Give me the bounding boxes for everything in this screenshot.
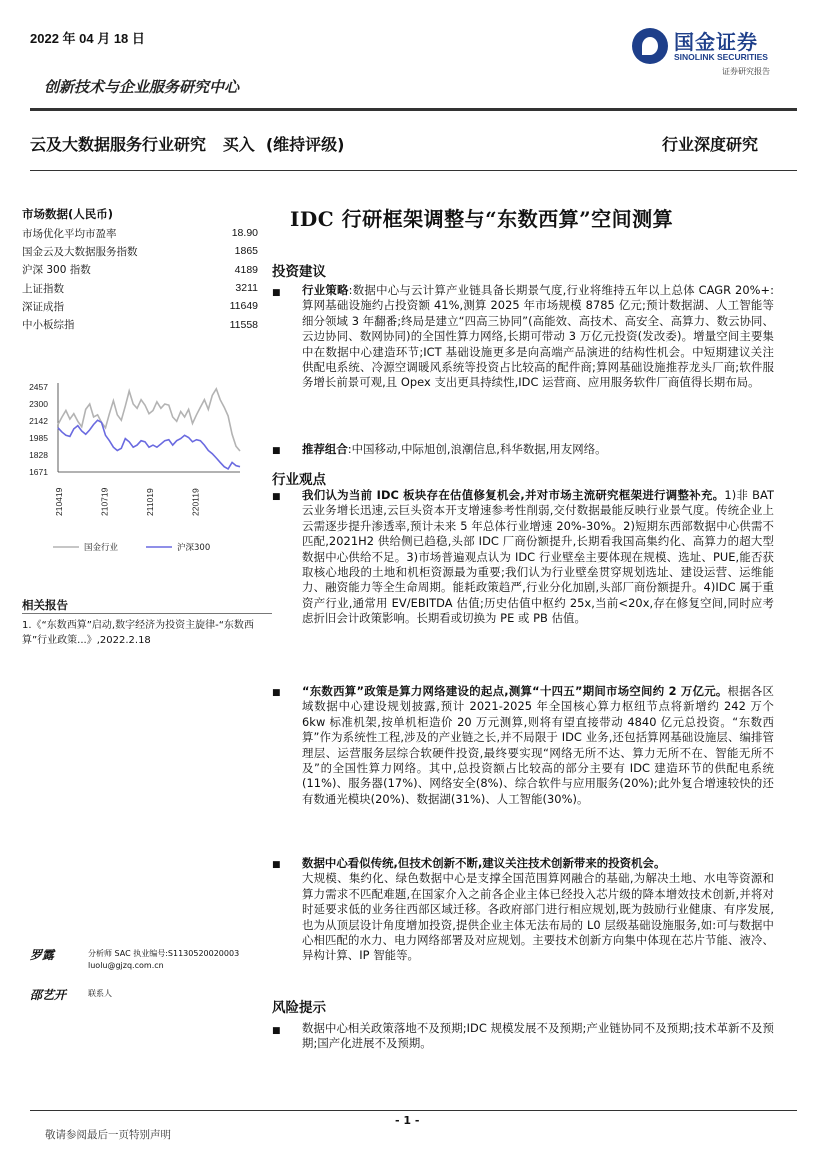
bullet-icon: ■	[272, 688, 281, 698]
table-row	[22, 297, 258, 315]
disclaimer-note[interactable]: 敬请参阅最后一页特别声明	[45, 1129, 171, 1141]
bullet-icon: ■	[272, 1026, 281, 1036]
market-data-title: 市场数据(人民币)	[22, 207, 114, 221]
lead-text: “东数西算”政策是算力网络建设的起点,测算“十四五”期间市场空间约 2 万亿元。	[302, 684, 728, 698]
series-line-沪深300	[58, 420, 240, 469]
lead-text: 行业策略	[302, 283, 349, 297]
y-tick-label: 2142	[29, 416, 48, 427]
logo-name: 国金证券	[674, 30, 758, 54]
logo-mark-icon	[632, 28, 668, 64]
table-row	[22, 261, 258, 279]
series-line-国金行业	[58, 389, 240, 451]
y-tick-label: 1671	[29, 467, 48, 477]
report-type: 行业深度研究	[662, 135, 759, 154]
invest-portfolio	[302, 442, 774, 457]
analyst-name: 罗露	[30, 948, 55, 962]
y-tick-label: 1828	[29, 450, 48, 461]
analyst-name: 邵艺开	[30, 988, 67, 1002]
market-label: 中小板综指	[22, 319, 75, 332]
table-row	[22, 315, 258, 333]
analyst-role: 分析师 SAC 执业编号:S1130520020003	[88, 949, 240, 958]
x-tick-label: 220119	[190, 488, 201, 516]
legend-label: 沪深300	[177, 543, 211, 553]
x-tick-label: 211019	[145, 488, 155, 516]
body-text: 1)非 BAT 云业务增长迅速,云巨头资本开支增速参考性削弱,交付数据最能反映行业景气度。传统企业上云需逐步提升渗透率,预计未来 5 年总体行业增速 20%-30%。2)短期东西部数据中心供需不匹配,2021H2 供给侧已趋稳,头部 IDC 厂商份额提升,长期看我国高集约化、高算力的超大型数据中心供给不足。3)市场普遍观点认为 IDC 行业壁垒主要体现在规模、选址、PUE,能否获取核心地段的土地和机柜资源最为重要;我们认为行业壁垒贯穿规划选址、建设运营、运维能力、融资能力等全生命周期。能耗政策趋严,行业分化加剧,头部厂商份额提升。4)IDC 属于重资产行业,通常用 EV/EBITDA 估值;历史估值中枢约 25x,当前<20x,存在修复空间,同时应考虑折旧会计政策影响。长期看或切换为 PE 或 PB 估值。	[302, 488, 775, 626]
y-tick-label: 1985	[29, 433, 48, 444]
bullet-icon: ■	[272, 446, 281, 456]
section-heading-risk: 风险提示	[272, 1000, 326, 1016]
body-text: 大规模、集约化、绿色数据中心是支撑全国范围算网融合的基础,为解决土地、水电等资源和算力需求不匹配难题,在国家介入之前各企业主体已经投入芯片级的降本增效技术创新,并将对时延要求低的业务往西部区域迁移。各政府部门进行相应规划,既为鼓励行业健康、有序发展,也为从顶层设计角度增加投资,提供企业主体无法布局的 L0 层级基础设施服务,如:可与数据中心相匹配的水力、电力网络部署及对应规划。主要技术创新方向集中体现在芯片节能、液冷、异构计算、IP 智能等。	[302, 871, 774, 963]
index-line-chart	[18, 372, 262, 572]
header-rule-bottom	[30, 170, 797, 171]
body-text: :中国移动,中际旭创,浪潮信息,科华数据,用友网络。	[347, 442, 607, 456]
lead-text: 推荐组合	[302, 442, 348, 456]
view-item	[302, 856, 774, 964]
market-value: 3211	[235, 282, 258, 295]
report-title: IDC 行研框架调整与“东数西算”空间测算	[290, 207, 674, 231]
invest-strategy	[302, 283, 774, 391]
analyst-role: 联系人	[88, 989, 112, 998]
market-label: 深证成指	[22, 300, 64, 313]
x-tick-label: 210719	[99, 487, 110, 516]
lead-text: 我们认为当前 IDC 板块存在估值修复机会,并对市场主流研究框架进行调整补充。	[302, 488, 725, 502]
market-data-table	[22, 224, 258, 334]
body-text: 根据各区域数据中心建设规划披露,预计 2021-2025 年全国核心算力枢纽节点将新增约 242 万个 6kw 标准机架,按单机柜造价 20 万元测算,则将有望直接带动 4840 亿元总投资。“东数西算”作为系统性工程,涉及的产业链之长,并不局限于 IDC 业务,还包括算网基础设施层、编排管理层、运营服务层综合软硬件投资,最终要实现“网络无所不达、算力无所不在、智能无所不及”的全国性算力网络。其中,总投资额占比较高的部分主要有 IDC 建造环节的供配电系统(11%)、服务器(17%)、网络安全(8%)、综合软件与应用服务(20%);此外复合增速较快的还有数通光模块(20%)、数据湖(31%)、人工智能(30%)。	[302, 684, 774, 806]
table-row	[22, 279, 258, 297]
body-text: :数据中心与云计算产业链具备长期景气度,行业将维持五年以上总体 CAGR 20%+:算网基础设施约占投资额 41%,测算 2025 年市场规模 8785 亿元;预计数据湖、人工智能等细分领域 3 年翻番;终局是建立“四高三协同”(高能效、高技术、高安全、高算力、数云协同、云边协同、数网协同)的全国性算力网络,长期可带动 3 万亿元投资(发改委)。增量空间主要集中在数据中心建造环节;ICT 基础设施更多是向高端产品演进的结构性机会。中短期建议关注供配电系统、冷源空调暖风系统等投资占比较高的配件商;算网基础设施推荐龙头厂商;软件服务增长前景可观,且 Opex 支出更具持续性,IDC 运营商、应用服务软件厂商值得长期布局。	[302, 283, 774, 390]
risk-text: 数据中心相关政策落地不及预期;IDC 规模发展不及预期;产业链协同不及预期;技术革新不及预期;国产化进展不及预期。	[302, 1021, 774, 1051]
legend-label: 国金行业	[84, 543, 119, 553]
table-row	[22, 224, 258, 242]
industry-rating: 云及大数据服务行业研究 买入 (维持评级)	[30, 135, 345, 154]
page-number: - 1 -	[395, 1114, 420, 1127]
market-label: 沪深 300 指数	[22, 264, 91, 277]
market-value: 4189	[234, 263, 258, 276]
research-center: 创新技术与企业服务研究中心	[44, 78, 240, 96]
lead-text: 数据中心看似传统,但技术创新不断,建议关注技术创新带来的投资机会。	[302, 856, 666, 870]
table-row	[22, 242, 258, 260]
logo-english: SINOLINK SECURITIES	[674, 52, 768, 62]
y-tick-label: 2300	[29, 398, 48, 409]
logo-subtitle: 证券研究报告	[722, 67, 770, 76]
y-tick-label: 2457	[29, 382, 48, 392]
market-value: 1865	[234, 245, 258, 258]
market-label: 市场优化平均市盈率	[22, 227, 117, 240]
header-rule	[30, 108, 797, 111]
market-value: 11649	[229, 300, 258, 313]
market-value: 18.90	[231, 227, 258, 240]
bullet-icon: ■	[272, 288, 281, 298]
bullet-icon: ■	[272, 492, 281, 502]
bullet-icon: ■	[272, 860, 281, 870]
market-value: 11558	[229, 318, 258, 331]
footer-rule	[30, 1110, 797, 1111]
related-rule	[22, 613, 272, 614]
related-reports-title: 相关报告	[22, 598, 68, 612]
market-label: 上证指数	[22, 282, 64, 295]
analyst-email[interactable]: luolu@gjzq.com.cn	[88, 961, 164, 970]
view-item	[302, 488, 774, 627]
market-label: 国金云及大数据服务指数	[22, 245, 138, 258]
section-heading-views: 行业观点	[272, 472, 326, 488]
section-heading-invest: 投资建议	[272, 264, 326, 280]
view-item	[302, 684, 774, 807]
x-tick-label: 210419	[54, 487, 64, 516]
related-report-item[interactable]: 1.《“东数西算”启动,数字经济为投资主旋律-“东数西算”行业政策...》,2022.2.18	[22, 620, 254, 646]
report-date: 2022 年 04 月 18 日	[30, 31, 145, 46]
